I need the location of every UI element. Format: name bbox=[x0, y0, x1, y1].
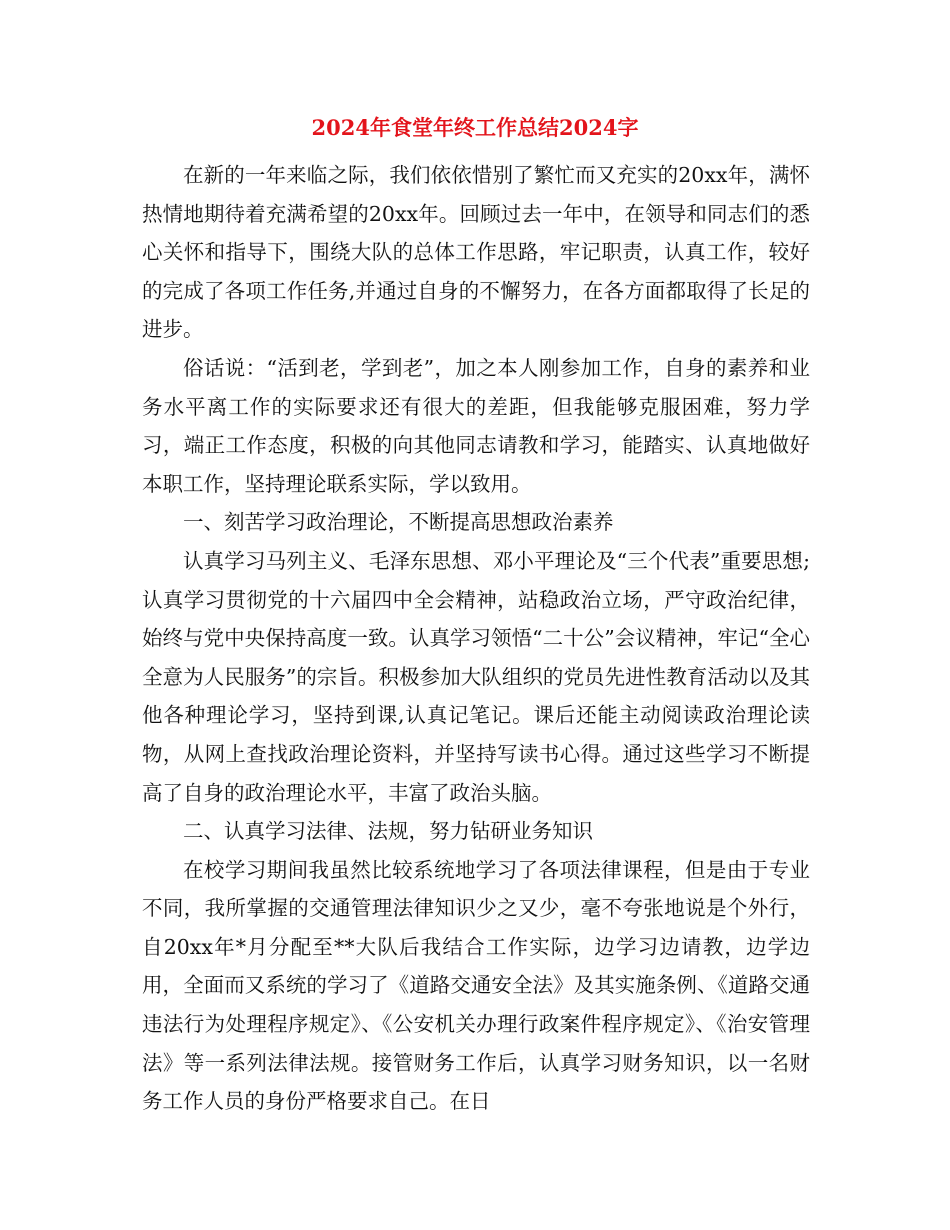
paragraph-political-theory: 认真学习马列主义、毛泽东思想、邓小平理论及“三个代表”重要思想;认真学习贯彻党的十六届四中全会精神，站稳政治立场，严守政治纪律，始终与党中央保持高度一致。认真学习领悟“二十公”会议精神，牢记“全心全意为人民服务”的宗旨。积极参加大队组织的党员先进性教育活动以及其他各种理论学习，坚持到课,认真记笔记。课后还能主动阅读政治理论读物，从网上查找政治理论资料，并坚持写读书心得。通过这些学习不断提高了自身的政治理论水平，丰富了政治头脑。 bbox=[142, 548, 810, 805]
section-heading-laws: 二、认真学习法律、法规，努力钻研业务知识 bbox=[183, 819, 593, 844]
paragraph-proverb: 俗话说：“活到老，学到老”，加之本人刚参加工作，自身的素养和业务水平离工作的实际要求还有很大的差距，但我能够克服困难，努力学习，端正工作态度，积极的向其他同志请教和学习，能踏实、认真地做好本职工作，坚持理论联系实际，学以致用。 bbox=[142, 355, 810, 496]
document-body bbox=[142, 156, 810, 1121]
section-heading-political-theory: 一、刻苦学习政治理论，不断提高思想政治素养 bbox=[183, 510, 614, 535]
paragraph-intro: 在新的一年来临之际，我们依依惜别了繁忙而又充实的20xx年，满怀热情地期待着充满希望的20xx年。回顾过去一年中，在领导和同志们的悉心关怀和指导下，围绕大队的总体工作思路，牢记职责，认真工作，较好的完成了各项工作任务,并通过自身的不懈努力，在各方面都取得了长足的进步。 bbox=[142, 163, 810, 342]
paragraph-laws: 在校学习期间我虽然比较系统地学习了各项法律课程，但是由于专业不同，我所掌握的交通管理法律知识少之又少，毫不夸张地说是个外行，自20xx年*月分配至**大队后我结合工作实际，边学习边请教，边学边用，全面而又系统的学习了《道路交通安全法》及其实施条例、《道路交通违法行为处理程序规定》、《公安机关办理行政案件程序规定》、《治安管理法》等一系列法律法规。接管财务工作后，认真学习财务知识，以一名财务工作人员的身份严格要求自己。在日 bbox=[142, 857, 810, 1114]
document-title: 2024年食堂年终工作总结2024字 bbox=[311, 115, 639, 140]
